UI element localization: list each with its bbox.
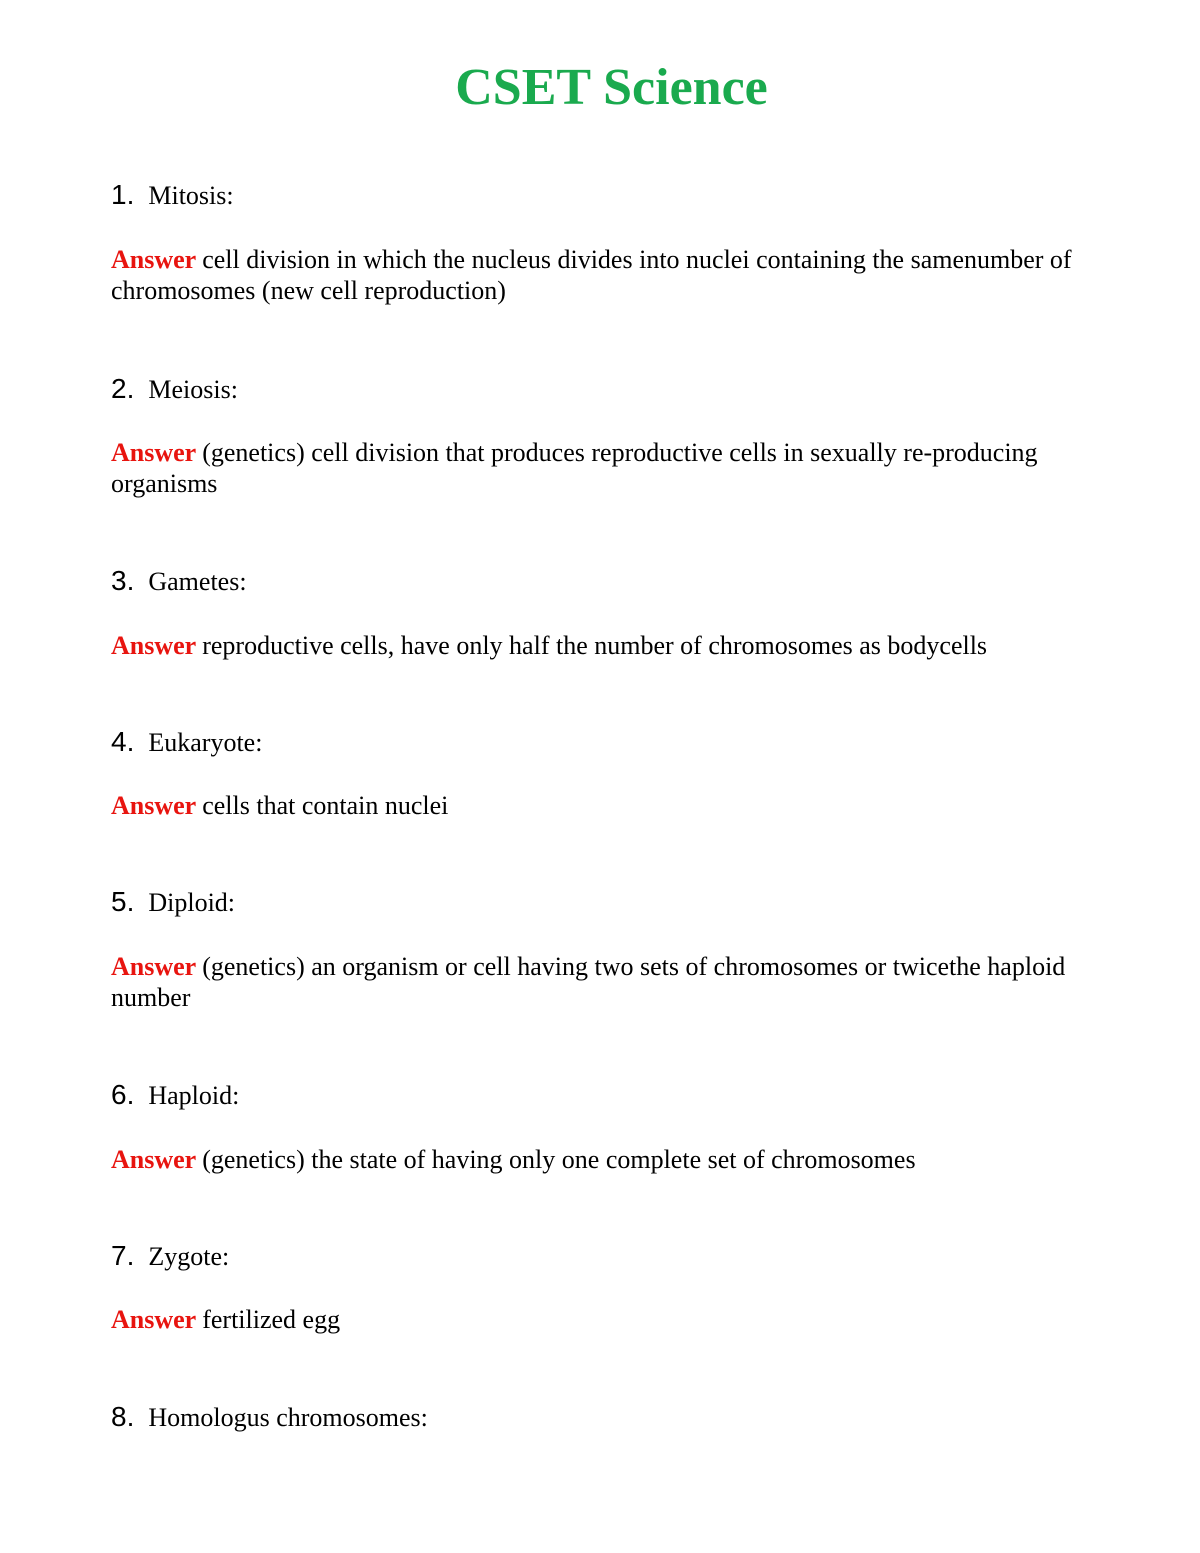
answer-text: reproductive cells, have only half the number of chromosomes as bodycells [202, 631, 988, 660]
question-number: 1. [111, 179, 135, 210]
question-term: Homologus chromosomes: [148, 1403, 428, 1432]
question-term: Mitosis: [148, 181, 234, 210]
answer-label: Answer [111, 952, 197, 981]
question-number: 2. [111, 373, 135, 404]
answer-label: Answer [111, 438, 197, 467]
question-number: 4. [111, 726, 135, 757]
answer-label: Answer [111, 245, 197, 274]
answer-text: (genetics) cell division that produces reproductive cells in sexually re-producing organisms [111, 438, 1038, 498]
answer-5 [111, 951, 1101, 1013]
question-term: Eukaryote: [148, 728, 263, 757]
question-number: 7. [111, 1240, 135, 1271]
question-term: Meiosis: [148, 375, 238, 404]
answer-label: Answer [111, 1145, 197, 1174]
answer-label: Answer [111, 1305, 197, 1334]
question-number: 3. [111, 565, 135, 596]
page-title: CSET Science [455, 59, 768, 116]
question-term: Zygote: [148, 1242, 230, 1271]
answer-1 [111, 244, 1101, 306]
question-number: 8. [111, 1401, 135, 1432]
answer-3 [111, 630, 1101, 661]
question-4 [111, 725, 262, 760]
answer-2 [111, 437, 1101, 499]
answer-6 [111, 1144, 1101, 1175]
question-8 [111, 1400, 428, 1435]
question-term: Gametes: [148, 567, 247, 596]
question-number: 6. [111, 1079, 135, 1110]
answer-text: (genetics) the state of having only one complete set of chromosomes [202, 1145, 916, 1174]
question-7 [111, 1239, 229, 1274]
answer-label: Answer [111, 791, 197, 820]
question-3 [111, 564, 247, 599]
question-6 [111, 1078, 239, 1113]
question-term: Haploid: [148, 1081, 240, 1110]
question-1 [111, 178, 234, 213]
answer-7 [111, 1304, 1101, 1335]
question-number: 5. [111, 886, 135, 917]
question-term: Diploid: [148, 888, 236, 917]
answer-text: cell division in which the nucleus divides into nuclei containing the samenumber of chromosomes (new cell reproduction) [111, 245, 1072, 305]
answer-text: fertilized egg [202, 1305, 341, 1334]
answer-label: Answer [111, 631, 197, 660]
answer-4 [111, 790, 1101, 821]
question-2 [111, 372, 238, 407]
question-5 [111, 885, 235, 920]
answer-text: cells that contain nuclei [202, 791, 449, 820]
answer-text: (genetics) an organism or cell having two sets of chromosomes or twicethe haploid number [111, 952, 1066, 1012]
